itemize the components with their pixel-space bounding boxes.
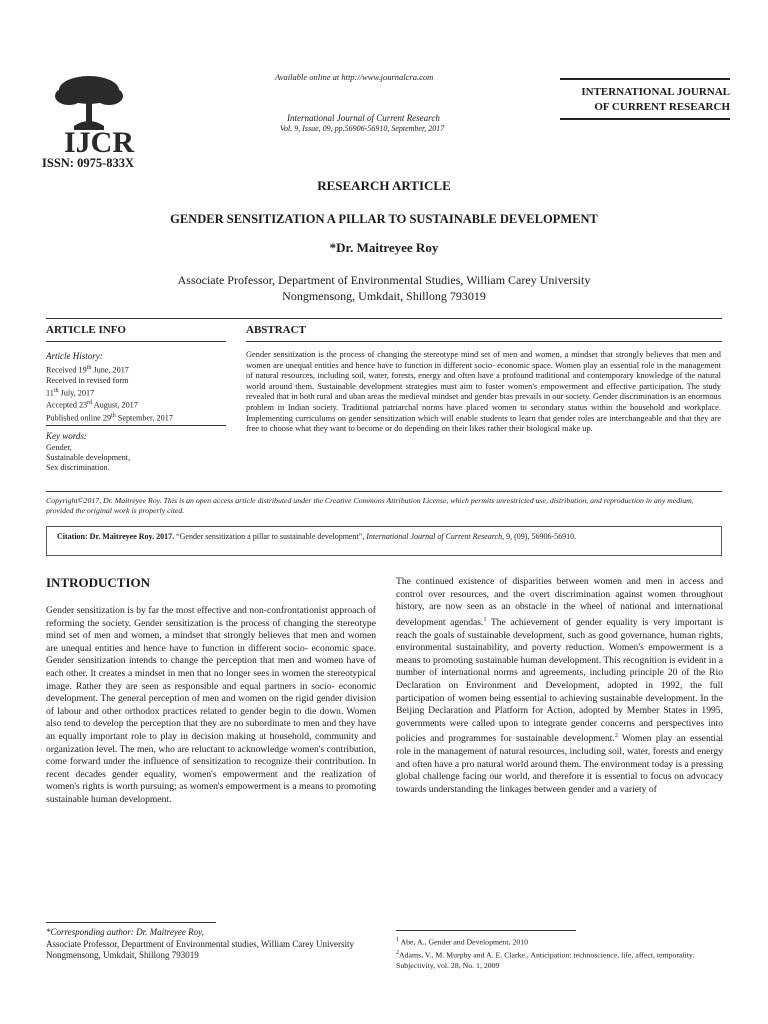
accepted-date: Accepted 23rd August, 2017 xyxy=(46,400,138,411)
rule-abstract xyxy=(246,341,722,342)
brand-rule xyxy=(560,118,730,120)
citation-title: “Gender sensitization a pillar to sustainable development”, xyxy=(174,532,367,541)
citation-details: , 9, (09), 56906-56910. xyxy=(502,532,577,541)
article-info-heading: ARTICLE INFO xyxy=(46,324,126,336)
affiliation xyxy=(0,272,768,304)
footnote-rule-right xyxy=(396,930,576,931)
keyword: Sex discrimination. xyxy=(46,463,110,472)
article-history xyxy=(46,351,226,424)
keyword: Gender, xyxy=(46,443,72,452)
journal-logo xyxy=(34,68,144,158)
citation-box xyxy=(46,526,722,556)
article-title: GENDER SENSITIZATION A PILLAR TO SUSTAINABLE DEVELOPMENT xyxy=(170,212,598,226)
rule-info xyxy=(46,341,226,342)
footnotes xyxy=(396,935,726,972)
introduction-heading: INTRODUCTION xyxy=(46,575,151,590)
citation-journal: International Journal of Current Research xyxy=(366,532,503,541)
brand-line-1: INTERNATIONAL JOURNAL xyxy=(581,86,730,98)
abstract-text: Gender sensitization is the process of changing the stereotype mind set of men and women, a mindset that strongly believes that men and women are unequal entities and hence have to function in different socio- economic space. Women play an essential role in the management of natural resources, including soil, water, forests, energy and often have a profound traditional and contemporary knowledge of the natural world around them. Sustainable development strategies must aim to foster women's empowerment and effective participation. The study revealed that in both rural and uban areas the medieval mindset and gender bias prevails in our society. Gender discrimination is an enormous problem in Indian society. Traditional patriarchal norms have placed women to secondary status within the household and workplace. Implementing curriculums on gender sensitization which will enable students to learn that gender roles are interchangeable and that they are free to choose what they want to become or do depending on their likes rather their biological make up. xyxy=(246,350,721,434)
journal-line: International Journal of Current Research xyxy=(287,113,440,123)
intro-right-column: The continued existence of disparities between women and men in access and control over resources, and the overt discrimination against women throughout history, are now seen as an obstacle in the wheel of national and international development agendas.$^1$ The achievement of gender equality is very important is reach the goals of sustainable development, such as good governance, human rights, environmental sustainability, and poverty reduction. Women's empowerment is a means to promoting sustainable human development. This recognition is evident in a number of international norms and agreements, including principle 20 of the Rio Declaration on Environment and Development, adopted in 1992, the full participation of women being essential to achieving sustainable development. In the Beijing Declaration and Platform for Action, adopted by Member States in 1995, governments were called upon to integrate gender concerns and perspectives into policies and programmes for sustainable development.$^2$ Women play an essential role in the management of natural resources, including soil, water, forests and energy and often have a pro natural world around them. The environment today is a pressing global challenge facing our world, and therefore it is essential to focus on advocacy towards understanding the linkages between gender and a variety of xyxy=(396,576,724,795)
copyright-notice: Copyright©2017, Dr. Maitreyee Roy. This is an open access article distributed under the Creative Commons Attribution License, which permits unrestricted use, distribution, and reproduction in any medium, provided the original work is properly cited. xyxy=(46,496,694,515)
intro-left-column: Gender sensitization is by far the most effective and non-confrontationist approach of reforming the society. Gender sensitization is the process of changing the stereotype mind set of men and women, a mindset that strongly believes that men and women are unequal entities and hence have to function in different socio- economic space. Gender sensitization intends to change the perception that men and women have of each other. It creates a mindset in men that no longer sees in women the stereotypical image. Rather they are seen as responsible and equal partners in socio- economic development. The general perception of men and women on the rigid gender division of labour and other orthodox practices related to gender begin to die down. Women also tend to develop the perception that they are no subordinate to men and they have an equally important role to play in decision making at household, community and organization level. The men, who are reluctant to acknowledge women's contribution, come forward under the influence of sensitization to recognize their contribution. In recent decades gender equality, women's empowerment and the realization of women's rights is worth pursuing; as women's empowerment is a means to promoting sustainable human development. xyxy=(46,605,376,805)
journal-brand xyxy=(560,78,730,115)
logo-lettering: IJCR xyxy=(64,126,135,158)
received-date: Received 19th June, 2017 xyxy=(46,365,129,375)
keywords xyxy=(46,431,226,473)
rule-keywords xyxy=(46,425,226,426)
footnote-1: $^1$ Abe, A., Gender and Development, 2010 xyxy=(396,937,529,947)
corresponding-label: *Corresponding author: Dr. Maitreyee Roy, xyxy=(46,927,204,937)
citation-label: Citation: Dr. Maitreyee Roy. 2017. xyxy=(57,532,175,541)
volume-line: Vol. 9, Issue, 09, pp.56906-56910, September, 2017 xyxy=(280,124,445,133)
affiliation-line-2: Nongmensong, Umkdait, Shillong 793019 xyxy=(282,289,486,303)
abstract-heading: ABSTRACT xyxy=(246,324,306,336)
corresponding-author xyxy=(46,927,376,962)
revised-label: Received in revised form xyxy=(46,375,129,385)
history-label: Article History: xyxy=(46,351,103,361)
footnote-2: $^2$Adams, V., M. Murphy and A. E. Clarke., Anticipation: technoscience, life, affect, temporality. Subjectivity, vol. 28, No. 1, 2009 xyxy=(396,950,695,971)
keyword: Sustainable development, xyxy=(46,453,131,462)
author-name: *Dr. Maitreyee Roy xyxy=(329,240,439,255)
revised-date: 11th July, 2017 xyxy=(46,387,95,398)
brand-line-2: OF CURRENT RESEARCH xyxy=(594,101,730,113)
corresponding-text: Associate Professor, Department of Environmental studies, William Carey University Nongmensong, Umkdait, Shillong 793019 xyxy=(46,938,355,960)
availability-line: Available online at http://www.journalcra.com xyxy=(275,72,434,82)
published-date: Published online 29th September, 2017 xyxy=(46,413,173,423)
keywords-label: Key words: xyxy=(46,431,87,441)
affiliation-line-1: Associate Professor, Department of Environmental Studies, William Carey University xyxy=(177,273,591,287)
issn: ISSN: 0975-833X xyxy=(42,156,135,170)
article-type: RESEARCH ARTICLE xyxy=(317,178,451,193)
rule-abstract-bottom xyxy=(46,491,722,492)
rule-top xyxy=(46,318,722,319)
footnote-rule-left xyxy=(46,922,216,923)
